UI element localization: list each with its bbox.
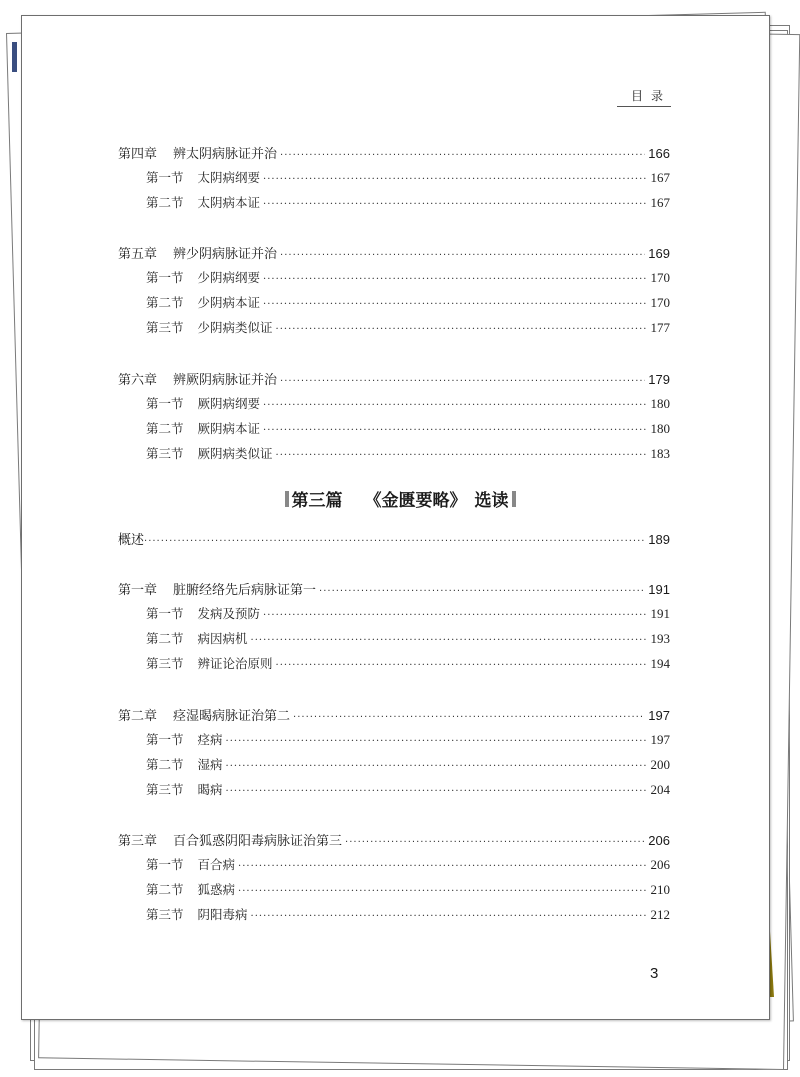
page-ref: 210 — [650, 882, 670, 897]
toc-section[interactable]: 第二节 少阴病本证 ····· 170 — [118, 293, 670, 311]
leader-dots — [319, 586, 645, 597]
part-heading: 第三篇 《金匮要略》 选读 — [0, 486, 800, 511]
toc-section[interactable]: 第二节 病因病机 ····· 193 — [118, 629, 670, 647]
leader-dots — [293, 712, 645, 723]
page-ref: 179 — [648, 372, 670, 387]
leader-dots — [276, 450, 648, 461]
page-ref: 194 — [650, 656, 670, 671]
page-ref: 167 — [650, 195, 670, 210]
leader-dots — [263, 299, 647, 310]
toc-chapter[interactable]: 第五章 辨少阴病脉证并治 ····· 169 — [118, 243, 670, 262]
toc-chapter[interactable]: 第六章 辨厥阴病脉证并治 ····· 179 — [118, 369, 670, 388]
toc-chapter[interactable]: 第四章 辨太阴病脉证并治 ····· 166 — [118, 143, 670, 162]
leader-dots — [280, 150, 645, 161]
leader-dots — [276, 660, 648, 671]
leader-dots — [263, 425, 647, 436]
page-ref: 167 — [650, 170, 670, 185]
leader-dots — [144, 536, 645, 547]
leader-dots — [276, 324, 648, 335]
page-number: 3 — [650, 965, 659, 982]
toc-overview[interactable]: 概述 ····· 189 — [118, 529, 670, 548]
page-ref: 193 — [650, 631, 670, 646]
page-ref: 200 — [650, 757, 670, 772]
page-ref: 212 — [650, 907, 670, 922]
heading-bar-left — [285, 491, 289, 507]
cover-edge-accent — [12, 42, 17, 72]
toc-section[interactable]: 第三节 厥阴病类似证 ····· 183 — [118, 444, 670, 462]
heading-bar-right — [512, 491, 516, 507]
page-ref: 206 — [650, 857, 670, 872]
leader-dots — [263, 400, 647, 411]
toc-section[interactable]: 第三节 阴阳毒病 ····· 212 — [118, 905, 670, 923]
leader-dots — [280, 250, 645, 261]
page-ref: 180 — [650, 421, 670, 436]
leader-dots — [251, 635, 648, 646]
page-ref: 191 — [650, 606, 670, 621]
leader-dots — [226, 761, 648, 772]
running-head: 目录 — [617, 87, 671, 107]
toc-section[interactable]: 第一节 发病及预防 ····· 191 — [118, 604, 670, 622]
leader-dots — [238, 886, 647, 897]
toc-section[interactable]: 第三节 暍病 ····· 204 — [118, 780, 670, 798]
toc-section[interactable]: 第一节 厥阴病纲要 ····· 180 — [118, 394, 670, 412]
toc-section[interactable]: 第二节 厥阴病本证 ····· 180 — [118, 419, 670, 437]
leader-dots — [226, 736, 648, 747]
page-ref: 170 — [650, 270, 670, 285]
page-ref: 191 — [648, 582, 670, 597]
toc-chapter[interactable]: 第一章 脏腑经络先后病脉证第一 ····· 191 — [118, 579, 670, 598]
page-ref: 204 — [650, 782, 670, 797]
toc-section[interactable]: 第二节 太阴病本证 ····· 167 — [118, 193, 670, 211]
page-ref: 183 — [650, 446, 670, 461]
toc-section[interactable]: 第一节 痉病 ····· 197 — [118, 730, 670, 748]
leader-dots — [251, 911, 648, 922]
leader-dots — [345, 837, 645, 848]
page-ref: 166 — [648, 146, 670, 161]
toc-section[interactable]: 第三节 少阴病类似证 ····· 177 — [118, 318, 670, 336]
page-ref: 206 — [648, 833, 670, 848]
page-ref: 197 — [648, 708, 670, 723]
leader-dots — [263, 199, 647, 210]
page-ref: 169 — [648, 246, 670, 261]
toc-section[interactable]: 第一节 百合病 ····· 206 — [118, 855, 670, 873]
leader-dots — [226, 786, 648, 797]
leader-dots — [280, 376, 645, 387]
toc-chapter[interactable]: 第二章 痉湿暍病脉证治第二 ····· 197 — [118, 705, 670, 724]
page-ref: 177 — [650, 320, 670, 335]
page-ref: 197 — [650, 732, 670, 747]
page-ref: 170 — [650, 295, 670, 310]
page-ref: 189 — [648, 532, 670, 547]
leader-dots — [263, 274, 647, 285]
leader-dots — [263, 174, 647, 185]
toc-section[interactable]: 第二节 狐惑病 ····· 210 — [118, 880, 670, 898]
toc-section[interactable]: 第二节 湿病 ····· 200 — [118, 755, 670, 773]
toc-section[interactable]: 第一节 太阴病纲要 ····· 167 — [118, 168, 670, 186]
toc-section[interactable]: 第三节 辨证论治原则 ····· 194 — [118, 654, 670, 672]
toc-section[interactable]: 第一节 少阴病纲要 ····· 170 — [118, 268, 670, 286]
leader-dots — [263, 610, 647, 621]
leader-dots — [238, 861, 647, 872]
page-ref: 180 — [650, 396, 670, 411]
toc-chapter[interactable]: 第三章 百合狐惑阴阳毒病脉证治第三 ····· 206 — [118, 830, 670, 849]
